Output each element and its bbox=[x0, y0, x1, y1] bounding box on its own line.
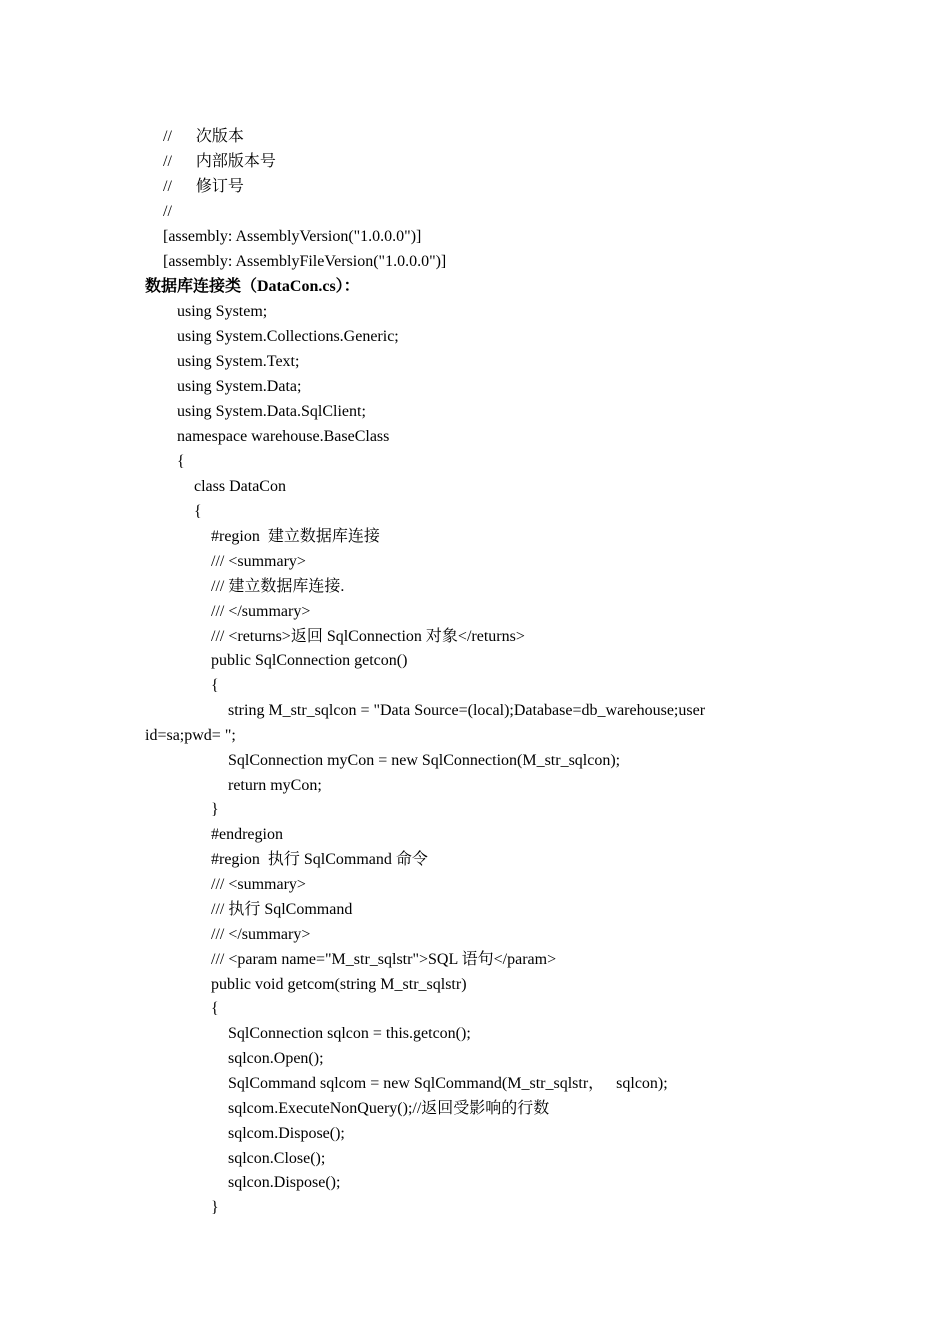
code-line: /// <returns>返回 SqlConnection 对象</returns> bbox=[211, 628, 525, 645]
code-line: SqlConnection sqlcon = this.getcon(); bbox=[228, 1025, 471, 1042]
code-line: { bbox=[211, 677, 219, 694]
code-line: SqlConnection myCon = new SqlConnection(M_str_sqlcon); bbox=[228, 752, 621, 769]
code-line: { bbox=[194, 503, 202, 520]
code-line: public void getcom(string M_str_sqlstr) bbox=[211, 976, 467, 993]
code-line: SqlCommand sqlcom = new SqlCommand(M_str_sqlstr， sqlcon); bbox=[228, 1075, 668, 1092]
comment-line: // bbox=[163, 203, 172, 220]
code-line: /// </summary> bbox=[211, 603, 311, 620]
code-line: sqlcon.Close(); bbox=[228, 1150, 326, 1167]
code-line: { bbox=[177, 453, 185, 470]
code-line: /// </summary> bbox=[211, 926, 311, 943]
code-line: class DataCon bbox=[194, 478, 286, 495]
code-line: public SqlConnection getcon() bbox=[211, 652, 408, 669]
code-line: #region 建立数据库连接 bbox=[211, 528, 380, 545]
code-line: /// 执行 SqlCommand bbox=[211, 901, 353, 918]
code-line: /// <summary> bbox=[211, 876, 306, 893]
code-line: using System.Collections.Generic; bbox=[177, 328, 399, 345]
code-line: /// <param name="M_str_sqlstr">SQL 语句</param> bbox=[211, 951, 557, 968]
code-line: sqlcon.Dispose(); bbox=[228, 1174, 341, 1191]
section-heading: 数据库连接类（DataCon.cs）： bbox=[145, 278, 360, 295]
code-line: } bbox=[211, 801, 219, 818]
code-line: using System; bbox=[177, 303, 268, 320]
code-line: using System.Data.SqlClient; bbox=[177, 403, 366, 420]
comment-line: // 修订号 bbox=[163, 178, 244, 195]
assembly-attribute-line: [assembly: AssemblyVersion("1.0.0.0")] bbox=[163, 228, 422, 245]
code-line: using System.Data; bbox=[177, 378, 302, 395]
code-line: sqlcon.Open(); bbox=[228, 1050, 324, 1067]
code-line: using System.Text; bbox=[177, 353, 300, 370]
code-line: namespace warehouse.BaseClass bbox=[177, 428, 390, 445]
code-line: string M_str_sqlcon = "Data Source=(local);Database=db_warehouse;user bbox=[228, 702, 706, 719]
comment-line: // 次版本 bbox=[163, 128, 244, 145]
code-line: /// <summary> bbox=[211, 553, 306, 570]
code-line: { bbox=[211, 1000, 219, 1017]
code-line: sqlcom.Dispose(); bbox=[228, 1125, 345, 1142]
code-line: /// 建立数据库连接. bbox=[211, 578, 345, 595]
code-line: } bbox=[211, 1199, 219, 1216]
code-line: sqlcom.ExecuteNonQuery();//返回受影响的行数 bbox=[228, 1100, 550, 1117]
code-line: return myCon; bbox=[228, 777, 322, 794]
code-line: #endregion bbox=[211, 826, 283, 843]
code-line: id=sa;pwd= "; bbox=[145, 727, 236, 744]
comment-line: // 内部版本号 bbox=[163, 153, 276, 170]
code-line: #region 执行 SqlCommand 命令 bbox=[211, 851, 428, 868]
assembly-attribute-line: [assembly: AssemblyFileVersion("1.0.0.0")] bbox=[163, 253, 447, 270]
